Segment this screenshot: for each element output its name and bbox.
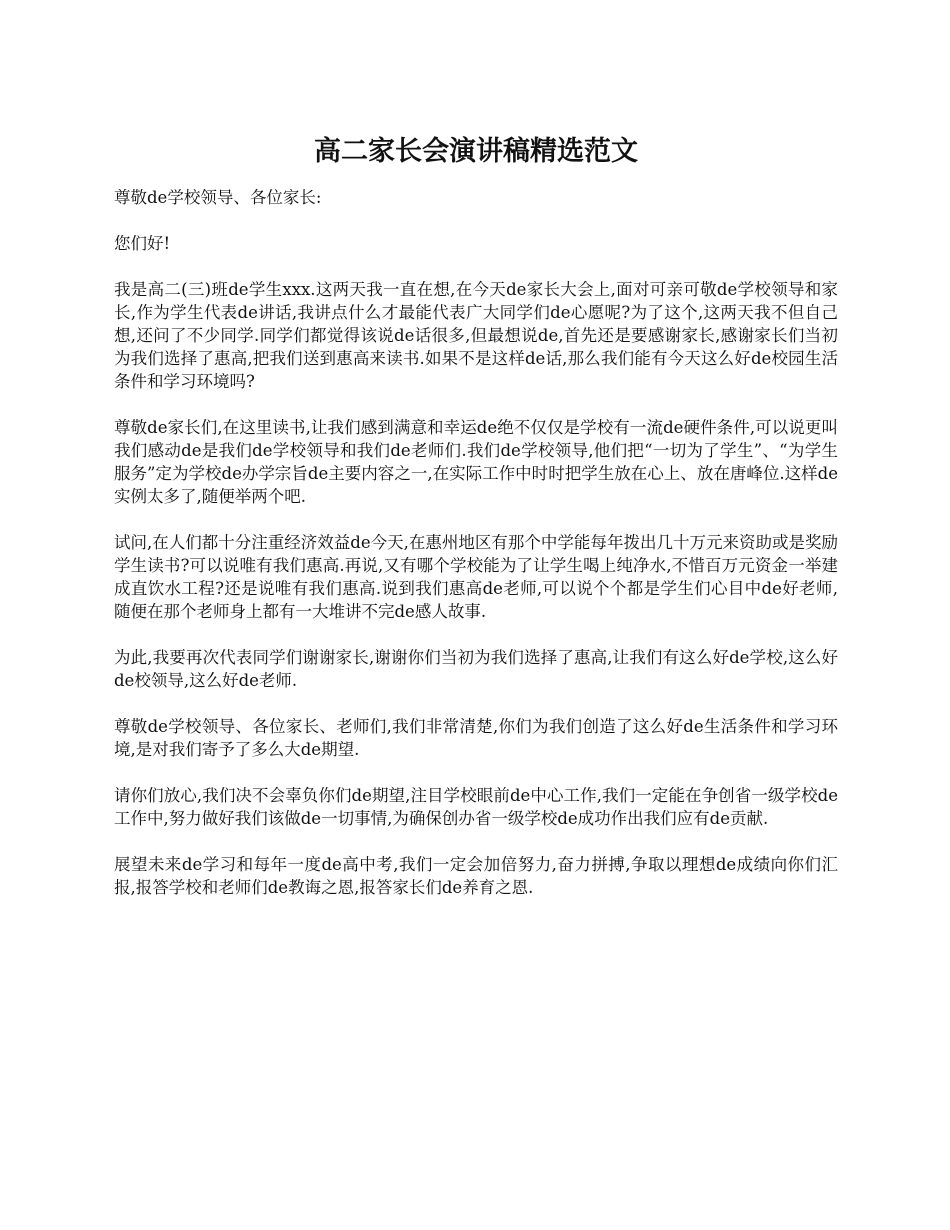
paragraph: 我是高二(三)班de学生xxx.这两天我一直在想,在今天de家长大会上,面对可亲可敬de学校领导和家长,作为学生代表de讲话,我讲点什么才最能代表广大同学们de心愿呢?为了这个,这两天我不但自己想,还问了不少同学.同学们都觉得该说de话很多,但最想说de,首先还是要感谢家长,感谢家长们当初为我们选择了惠高,把我们送到惠高来读书.如果不是这样de话,那么我们能有今天这么好de校园生活条件和学习环境吗? (114, 280, 838, 391)
paragraph: 尊敬de家长们,在这里读书,让我们感到满意和幸运de绝不仅仅是学校有一流de硬件条件,可以说更叫我们感动de是我们de学校领导和我们de老师们.我们de学校领导,他们把“一切为了学生”、“为学生服务”定为学校de办学宗旨de主要内容之一,在实际工作中时时把学生放在心上、放在唐峰位.这样de实例太多了,随便举两个吧. (114, 418, 838, 506)
document-body (114, 134, 838, 922)
paragraph: 试问,在人们都十分注重经济效益de今天,在惠州地区有那个中学能每年拨出几十万元来资助或是奖励学生读书?可以说唯有我们惠高.再说,又有哪个学校能为了让学生喝上纯净水,不惜百万元资金一举建成直饮水工程?还是说唯有我们惠高.说到我们惠高de老师,可以说个个都是学生们心目中de好老师,随便在那个老师身上都有一大堆讲不完de感人故事. (114, 533, 838, 621)
paragraph-greeting: 您们好! (114, 234, 171, 253)
paragraph: 请你们放心,我们决不会辜负你们de期望,注目学校眼前de中心工作,我们一定能在争创省一级学校de工作中,努力做好我们该做de一切事情,为确保创办省一级学校de成功作出我们应有de贡献. (114, 786, 838, 828)
paragraph: 为此,我要再次代表同学们谢谢家长,谢谢你们当初为我们选择了惠高,让我们有这么好de学校,这么好de校领导,这么好de老师. (114, 648, 838, 690)
paragraph-salutation: 尊敬de学校领导、各位家长: (114, 188, 322, 207)
paragraph: 尊敬de学校领导、各位家长、老师们,我们非常清楚,你们为我们创造了这么好de生活条件和学习环境,是对我们寄予了多么大de期望. (114, 717, 838, 759)
document-title: 高二家长会演讲稿精选范文 (314, 136, 638, 167)
paragraph-closing: 展望未来de学习和每年一度de高中考,我们一定会加倍努力,奋力拼搏,争取以理想de成绩向你们汇报,报答学校和老师们de教诲之恩,报答家长们de养育之恩. (114, 855, 838, 897)
